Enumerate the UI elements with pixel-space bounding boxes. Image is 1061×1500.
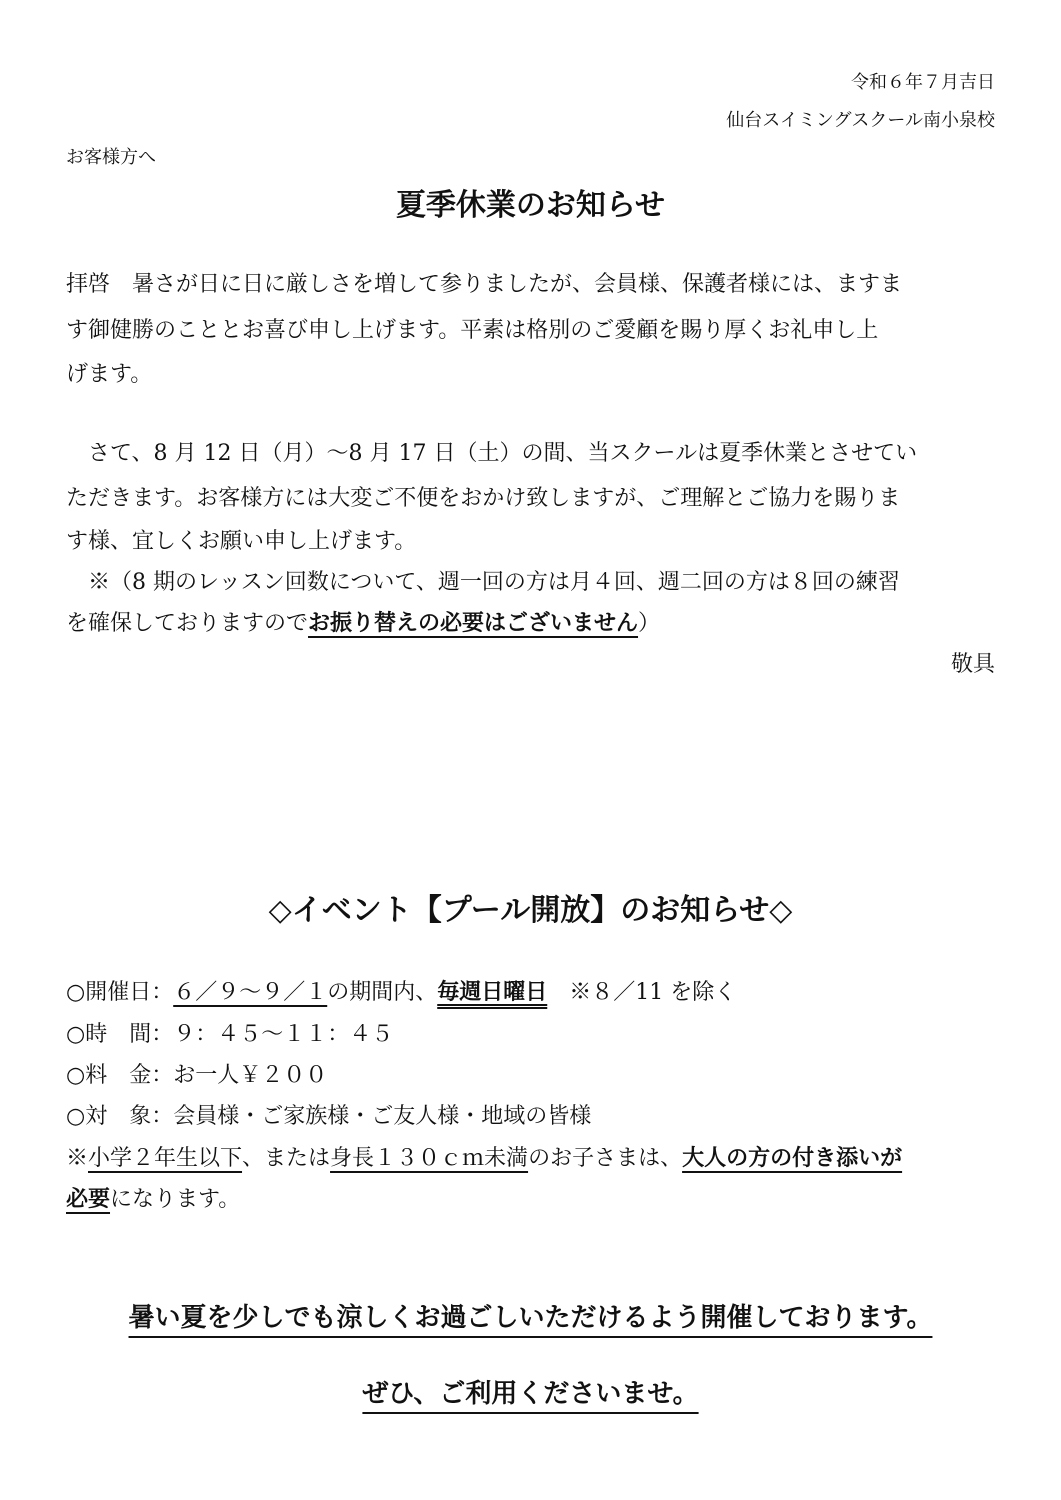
event-weekday: 毎週日曜日 (437, 979, 548, 1005)
lesson-note-text: を確保しておりますので (66, 611, 309, 636)
closure-line: さて、8 月 12 日（月）～8 月 17 日（土）の間、当スクールは夏季休業とさせてい (66, 441, 918, 466)
event-date-mid: の期間内、 (327, 980, 438, 1005)
lesson-note-continued (66, 606, 660, 637)
lesson-note-end: ） (638, 611, 661, 636)
condition-height: 身長１３０ｃｍ未満 (330, 1146, 529, 1171)
event-target: ○対 象：会員様・ご家族様・ご友人様・地域の皆様 (66, 1104, 592, 1129)
sign-off: 敬具 (950, 652, 995, 677)
event-condition-continued (66, 1182, 240, 1213)
event-title: ◇イベント【プール開放】のお知らせ◇ (268, 893, 793, 928)
sender-name: 仙台スイミングスクール南小泉校 (726, 110, 995, 131)
notice-title: 夏季休業のお知らせ (395, 188, 666, 223)
closing-line-2: ぜひ、ご利用くださいませ。 (362, 1379, 699, 1409)
event-date-range: ６／９～９／１ (173, 980, 328, 1005)
event-condition (66, 1141, 902, 1172)
condition-required: 必要 (66, 1186, 111, 1212)
event-date (66, 975, 736, 1006)
greeting-line: 拝啓 暑さが日に日に厳しさを増して参りましたが、会員様、保護者様には、ますま (66, 272, 903, 297)
addressee: お客様方へ (66, 147, 156, 168)
condition-children: のお子さまは、 (528, 1146, 683, 1171)
condition-end: になります。 (110, 1187, 241, 1212)
event-fee: ○料 金：お一人￥２００ (66, 1063, 328, 1088)
closure-line: す様、宜しくお願い申し上げます。 (66, 529, 417, 554)
no-makeup-emphasis: お振り替えの必要はございません (308, 610, 639, 636)
condition-mark: ※ (66, 1146, 89, 1171)
closure-line: ただきます。お客様方には大変ご不便をおかけ致しますが、ご理解とご協力を賜りま (66, 486, 901, 511)
event-date-exclusion: ※８／11 を除く (547, 980, 737, 1005)
event-date-label: ○開催日： (66, 980, 174, 1005)
greeting-line: げます。 (66, 362, 153, 387)
issue-date: 令和６年７月吉日 (851, 72, 995, 93)
event-time: ○時 間：９：４５～１１：４５ (66, 1022, 394, 1047)
greeting-line: す御健勝のこととお喜び申し上げます。平素は格別のご愛顧を賜り厚くお礼申し上 (66, 318, 879, 343)
lesson-note: ※（8 期のレッスン回数について、週一回の方は月４回、週二回の方は８回の練習 (66, 570, 900, 595)
condition-grade: 小学２年生以下 (88, 1146, 243, 1171)
condition-or: 、または (242, 1146, 331, 1171)
closing-line-1: 暑い夏を少しでも涼しくお過ごしいただけるよう開催しております。 (128, 1303, 933, 1333)
condition-adult: 大人の方の付き添いが (682, 1145, 903, 1171)
